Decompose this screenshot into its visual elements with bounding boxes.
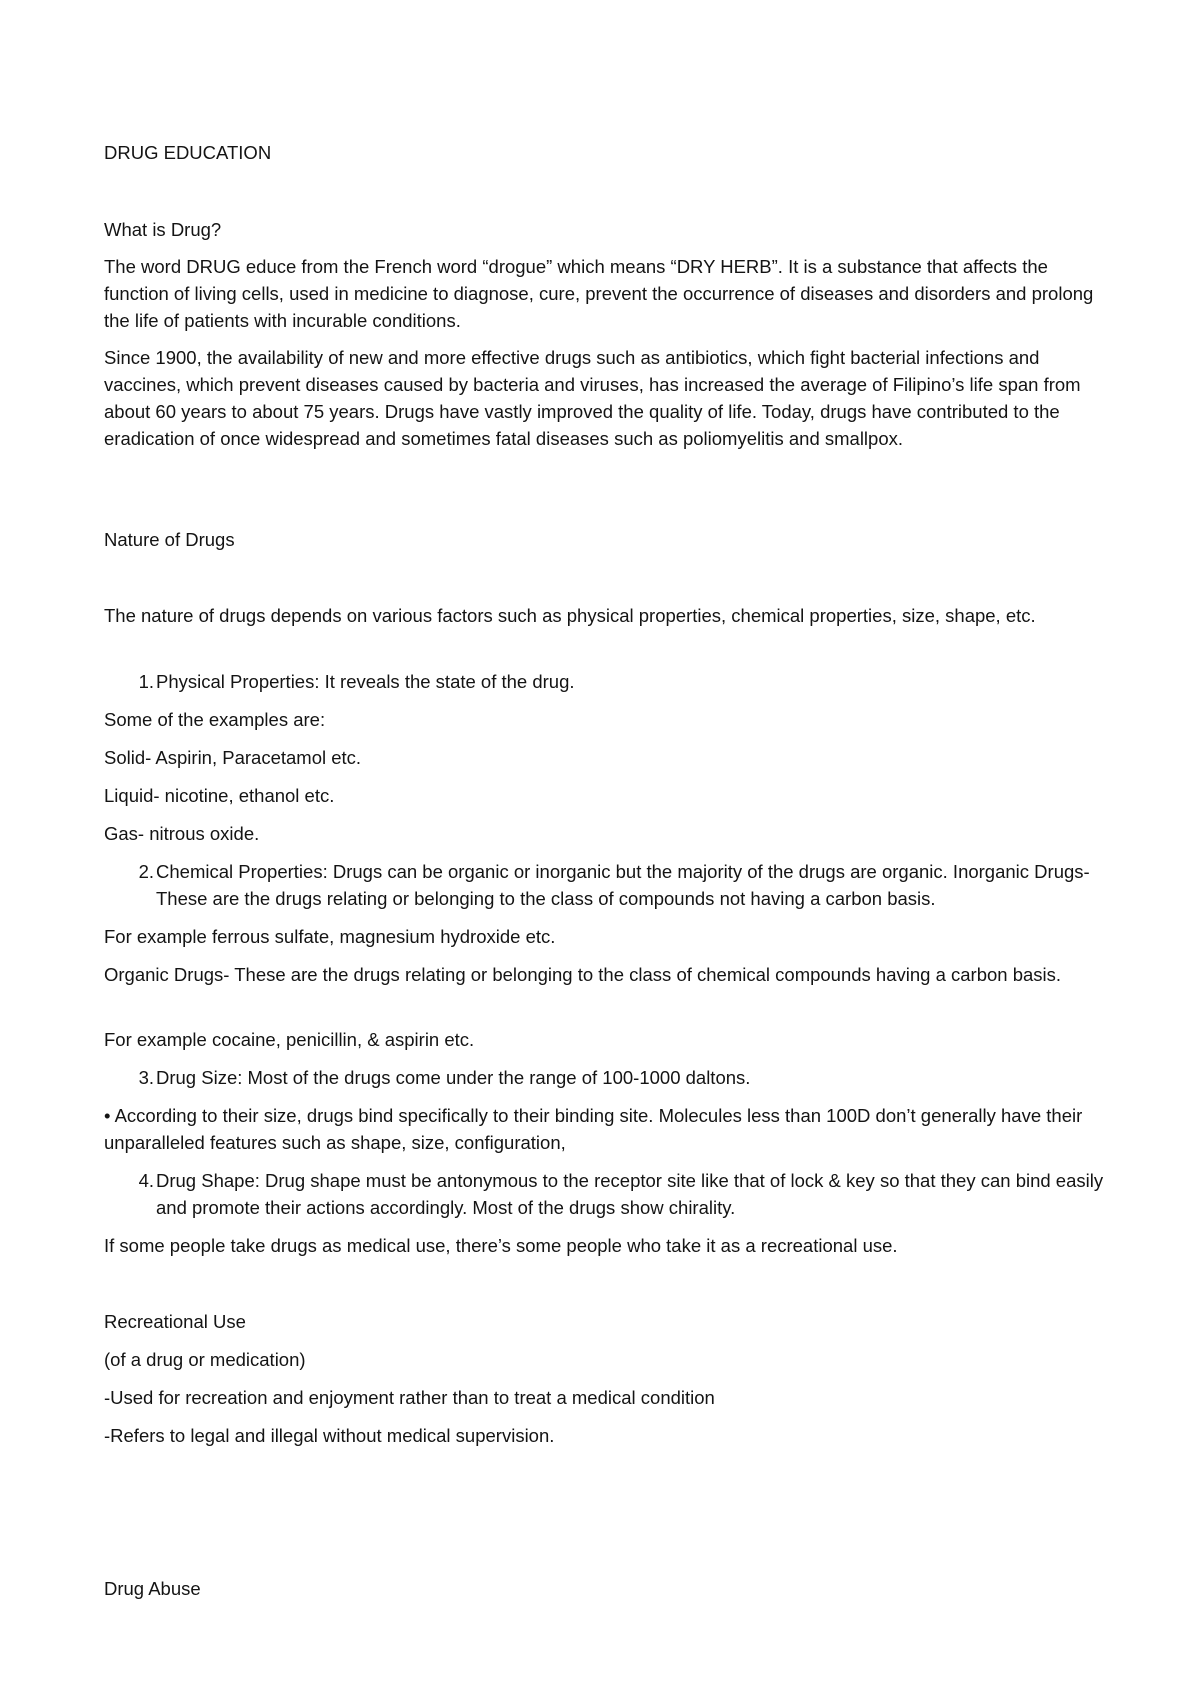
paragraph-closing: If some people take drugs as medical use, there’s some people who take it as a recreational use. [104,1235,898,1256]
heading-recreational-use: Recreational Use [104,1311,246,1332]
heading-drug-abuse: Drug Abuse [104,1578,201,1599]
list-text: Drug Shape: Drug shape must be antonymous to the receptor site like that of lock & key so that they can bind easily and promote their actions accordingly. Most of the drugs show chirality. [156,1170,1104,1218]
paragraph-drug-definition: The word DRUG educe from the French word “drogue” which means “DRY HERB”. It is a substance that affects the function of living cells, used in medicine to diagnose, cure, prevent the occurrence of diseases and disorders and prolong the life of patients with incurable conditions. [104,256,1094,331]
paragraph-organic-drugs: Organic Drugs- These are the drugs relating or belonging to the class of chemical compounds having a carbon basis. [104,964,1062,985]
list-number: 1. [138,671,154,692]
list-item-drug-shape [104,1167,1114,1221]
paragraph-nature-intro: The nature of drugs depends on various factors such as physical properties, chemical properties, size, shape, etc. [104,605,1036,626]
heading-what-is-drug: What is Drug? [104,219,222,240]
example-gas: Gas- nitrous oxide. [104,823,260,844]
list-number: 4. [138,1170,154,1191]
list-item-drug-size [104,1064,1114,1091]
list-text: Chemical Properties: Drugs can be organic or inorganic but the majority of the drugs are organic. Inorganic Drugs- These are the drugs relating or belonging to the class of compounds not having a carbon basis. [156,861,1090,909]
inorganic-example: For example ferrous sulfate, magnesium hydroxide etc. [104,926,556,947]
list-text: Drug Size: Most of the drugs come under the range of 100-1000 daltons. [156,1067,751,1088]
examples-intro: Some of the examples are: [104,709,326,730]
paragraph-size-note: • According to their size, drugs bind specifically to their binding site. Molecules less than 100D don’t generally have their unparalleled features such as shape, size, configuration, [104,1105,1083,1153]
recreational-subtitle: (of a drug or medication) [104,1349,306,1370]
list-text: Physical Properties: It reveals the state of the drug. [156,671,575,692]
heading-nature-of-drugs: Nature of Drugs [104,529,235,550]
recreational-point-2: -Refers to legal and illegal without medical supervision. [104,1425,555,1446]
example-liquid: Liquid- nicotine, ethanol etc. [104,785,335,806]
paragraph-drug-history: Since 1900, the availability of new and more effective drugs such as antibiotics, which fight bacterial infections and vaccines, which prevent diseases caused by bacteria and viruses, has increased the average of Filipino’s life span from about 60 years to about 75 years. Drugs have vastly improved the quality of life. Today, drugs have contributed to the eradication of once widespread and sometimes fatal diseases such as poliomyelitis and smallpox. [104,347,1081,449]
list-number: 3. [138,1067,154,1088]
list-item-physical-properties [104,668,1114,695]
example-solid: Solid- Aspirin, Paracetamol etc. [104,747,362,768]
document-title: DRUG EDUCATION [104,142,272,163]
organic-example: For example cocaine, penicillin, & aspirin etc. [104,1029,475,1050]
list-number: 2. [138,861,154,882]
list-item-chemical-properties [104,858,1114,912]
recreational-point-1: -Used for recreation and enjoyment rather than to treat a medical condition [104,1387,715,1408]
